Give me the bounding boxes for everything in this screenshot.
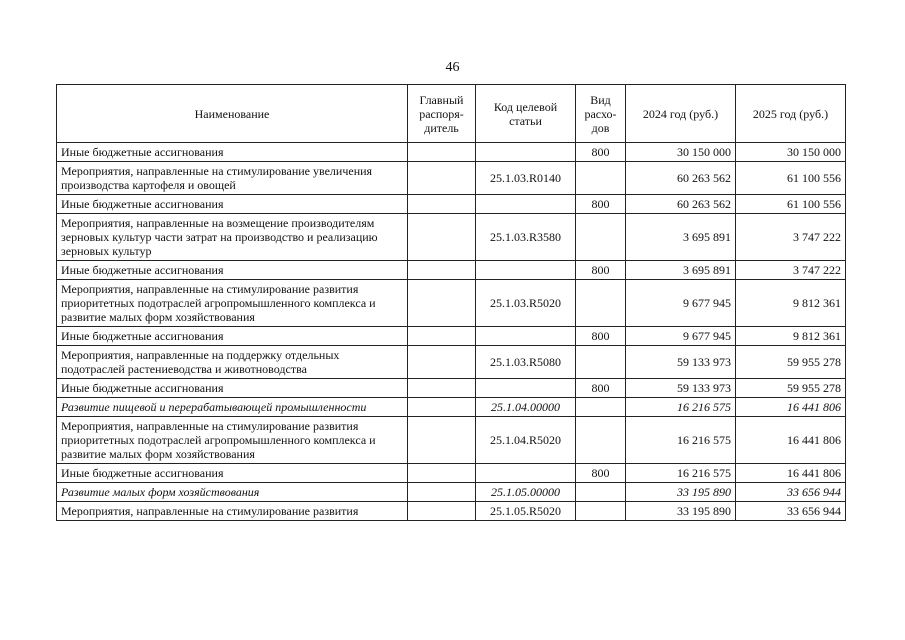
header-2024: 2024 год (руб.) [626, 85, 736, 143]
row-kind: 800 [576, 464, 626, 483]
row-amount-2025: 33 656 944 [736, 483, 846, 502]
table-row [57, 261, 846, 280]
row-amount-2025: 9 812 361 [736, 327, 846, 346]
row-amount-2024: 9 677 945 [626, 327, 736, 346]
row-manager [408, 346, 476, 379]
row-manager [408, 398, 476, 417]
row-kind [576, 280, 626, 327]
header-code: Код целевой статьи [476, 85, 576, 143]
header-name: Наименование [57, 85, 408, 143]
table-row [57, 464, 846, 483]
header-kind: Вид расхо- дов [576, 85, 626, 143]
row-amount-2024: 33 195 890 [626, 502, 736, 521]
row-amount-2024: 16 216 575 [626, 417, 736, 464]
row-kind: 800 [576, 261, 626, 280]
table-row [57, 346, 846, 379]
row-manager [408, 162, 476, 195]
row-manager [408, 417, 476, 464]
row-amount-2024: 33 195 890 [626, 483, 736, 502]
row-kind [576, 346, 626, 379]
row-name: Иные бюджетные ассигнования [57, 195, 408, 214]
row-amount-2025: 3 747 222 [736, 261, 846, 280]
budget-table [56, 84, 846, 521]
row-name: Иные бюджетные ассигнования [57, 379, 408, 398]
row-amount-2025: 61 100 556 [736, 195, 846, 214]
row-kind [576, 483, 626, 502]
row-manager [408, 195, 476, 214]
row-amount-2025: 16 441 806 [736, 417, 846, 464]
row-kind [576, 214, 626, 261]
row-code [476, 327, 576, 346]
row-amount-2024: 59 133 973 [626, 346, 736, 379]
row-name: Иные бюджетные ассигнования [57, 464, 408, 483]
row-manager [408, 214, 476, 261]
row-amount-2024: 9 677 945 [626, 280, 736, 327]
row-amount-2024: 16 216 575 [626, 464, 736, 483]
row-kind: 800 [576, 195, 626, 214]
row-code: 25.1.05.R5020 [476, 502, 576, 521]
row-name: Мероприятия, направленные на стимулирование развития [57, 502, 408, 521]
row-code: 25.1.03.R3580 [476, 214, 576, 261]
table-row [57, 502, 846, 521]
row-amount-2025: 59 955 278 [736, 346, 846, 379]
page-number: 46 [445, 60, 460, 75]
table-row [57, 327, 846, 346]
row-name: Развитие пищевой и перерабатывающей промышленности [57, 398, 408, 417]
row-name: Мероприятия, направленные на поддержку отдельных подотраслей растениеводства и животноводства [57, 346, 408, 379]
row-code: 25.1.03.R5080 [476, 346, 576, 379]
row-amount-2024: 3 695 891 [626, 214, 736, 261]
row-amount-2024: 60 263 562 [626, 195, 736, 214]
row-name: Мероприятия, направленные на стимулирование развития приоритетных подотраслей агропромышленного комплекса и развитие малых форм хозяйствования [57, 280, 408, 327]
row-name: Мероприятия, направленные на стимулирование увеличения производства картофеля и овощей [57, 162, 408, 195]
table-row [57, 162, 846, 195]
row-kind [576, 502, 626, 521]
row-kind [576, 162, 626, 195]
row-manager [408, 143, 476, 162]
table-row [57, 280, 846, 327]
row-manager [408, 464, 476, 483]
row-manager [408, 280, 476, 327]
table-header-row [57, 85, 846, 143]
row-kind: 800 [576, 143, 626, 162]
row-amount-2024: 60 263 562 [626, 162, 736, 195]
row-amount-2024: 30 150 000 [626, 143, 736, 162]
row-kind [576, 398, 626, 417]
row-kind [576, 417, 626, 464]
row-amount-2024: 59 133 973 [626, 379, 736, 398]
row-amount-2024: 3 695 891 [626, 261, 736, 280]
row-code [476, 195, 576, 214]
row-code: 25.1.04.00000 [476, 398, 576, 417]
row-code: 25.1.04.R5020 [476, 417, 576, 464]
row-amount-2025: 9 812 361 [736, 280, 846, 327]
row-name: Иные бюджетные ассигнования [57, 143, 408, 162]
row-manager [408, 261, 476, 280]
header-2025: 2025 год (руб.) [736, 85, 846, 143]
row-amount-2025: 61 100 556 [736, 162, 846, 195]
row-amount-2024: 16 216 575 [626, 398, 736, 417]
row-kind: 800 [576, 327, 626, 346]
row-manager [408, 379, 476, 398]
row-manager [408, 502, 476, 521]
row-code [476, 261, 576, 280]
row-code [476, 143, 576, 162]
row-code: 25.1.03.R0140 [476, 162, 576, 195]
row-amount-2025: 59 955 278 [736, 379, 846, 398]
header-manager: Главный распоря- дитель [408, 85, 476, 143]
row-amount-2025: 16 441 806 [736, 464, 846, 483]
row-code [476, 379, 576, 398]
row-kind: 800 [576, 379, 626, 398]
row-name: Развитие малых форм хозяйствования [57, 483, 408, 502]
row-name: Мероприятия, направленные на стимулирование развития приоритетных подотраслей агропромышленного комплекса и развитие малых форм хозяйствования [57, 417, 408, 464]
row-manager [408, 327, 476, 346]
table-row [57, 195, 846, 214]
table-row [57, 214, 846, 261]
row-amount-2025: 30 150 000 [736, 143, 846, 162]
row-amount-2025: 33 656 944 [736, 502, 846, 521]
row-amount-2025: 3 747 222 [736, 214, 846, 261]
row-amount-2025: 16 441 806 [736, 398, 846, 417]
row-manager [408, 483, 476, 502]
table-row [57, 417, 846, 464]
row-code [476, 464, 576, 483]
row-code: 25.1.05.00000 [476, 483, 576, 502]
row-code: 25.1.03.R5020 [476, 280, 576, 327]
row-name: Иные бюджетные ассигнования [57, 261, 408, 280]
row-name: Иные бюджетные ассигнования [57, 327, 408, 346]
row-name: Мероприятия, направленные на возмещение производителям зерновых культур части затрат на производство и реализацию зерновых культур [57, 214, 408, 261]
table-row [57, 483, 846, 502]
table-row [57, 379, 846, 398]
table-row [57, 143, 846, 162]
table-row [57, 398, 846, 417]
